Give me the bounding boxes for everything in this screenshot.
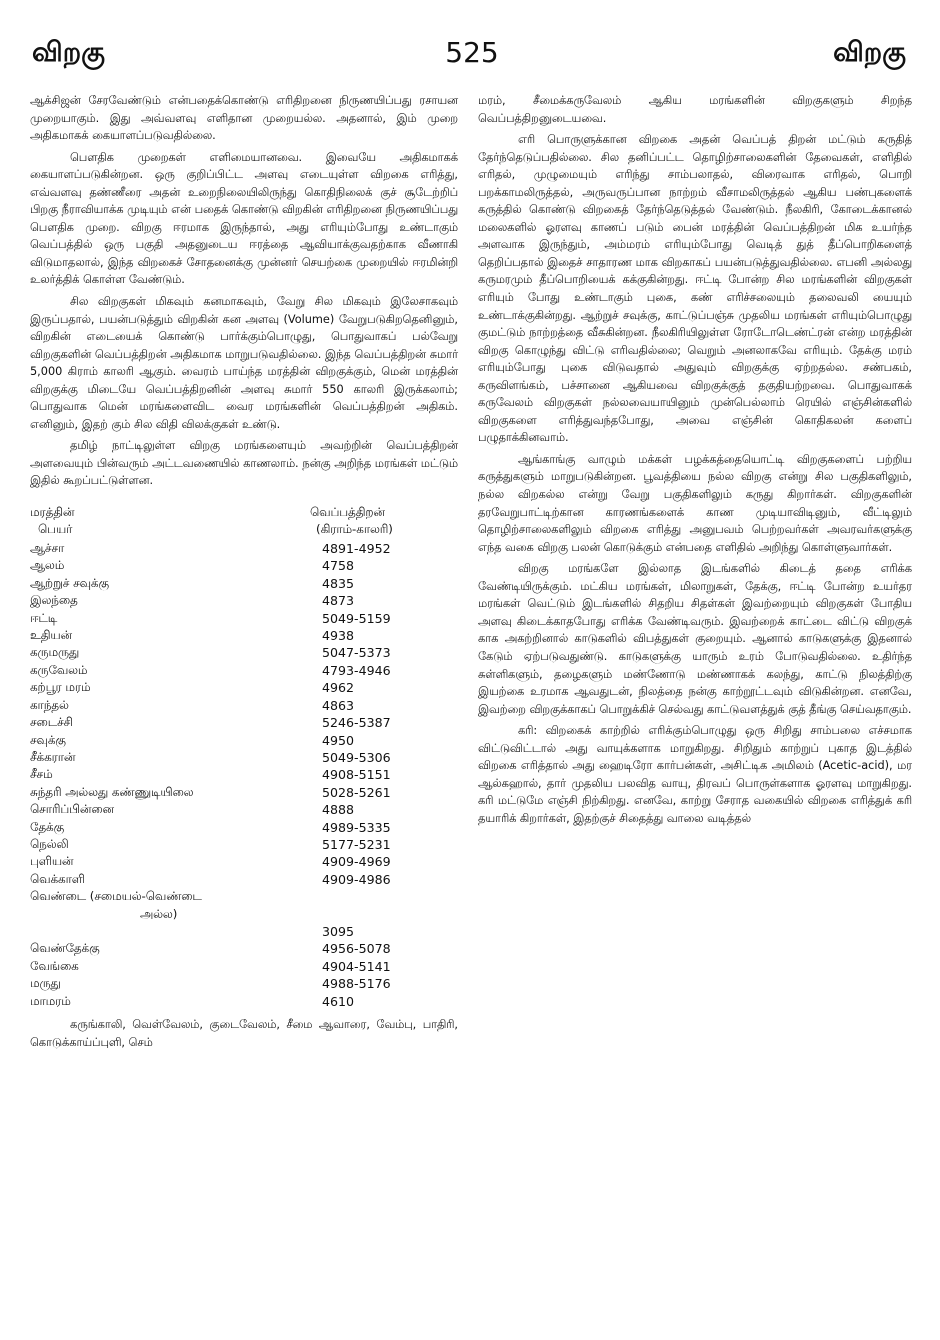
table-row [30, 644, 458, 661]
table-body [30, 940, 458, 1010]
table-cell-value: 3095 [322, 923, 355, 939]
table-cell-name: சொரிப்பின்னை [30, 802, 114, 817]
table-cell-value: 4891-4952 [322, 541, 391, 557]
table-row [30, 784, 458, 801]
table-row [30, 540, 458, 557]
table-cell-value: 4938 [322, 628, 355, 644]
paragraph: பௌதிக முறைகள் எளிமையானவை. இவையே அதிகமாகக் கையாளப்படுகின்றன. ஒரு குறிப்பிட்ட அளவு எடையுள்ள விறகை எரித்து, எவ்வளவு தண்ணீரை அதன் உறைநிலையிலிருந்து கொதிநிலைக் குச் சூடேற்றிப் பிறகு நீராவியாக்க முடியும் என் பதைக் கொண்டு விறகின் எரிதிறனை நிருணயிப்பது பௌதிக முறை. விறகு ஈரமாக இருந்தால், அது எரியும்போது உண்டாகும் வெப்பத்தில் ஒரு பகுதி அதனுடைய ஈரத்தை ஆவியாக்குவதற்காக வீணாகி விடுமாதலால், இந்த விறகைச் சோதனைக்கு முன்னர் செயற்கை முறையில் ஈரமின்றி உலர்த்திக் கொள்ள வேண்டும். [30, 150, 458, 287]
table-row [30, 888, 458, 905]
column-header-value: வெப்பத்திறன் (கிராம்-காலரி) [310, 505, 393, 537]
table-cell-name: சடைச்சி [30, 715, 73, 730]
table-cell-name: அல்ல) [140, 906, 178, 921]
table-cell-name: வெண்டை (சமையல்-வெண்டை [30, 889, 202, 904]
table-cell-name: கருவேலம் [30, 662, 88, 677]
table-cell-name: சீக்கரான் [30, 749, 76, 764]
running-head-left: விறகு [32, 37, 105, 68]
table-row [30, 975, 458, 992]
table-cell-name: புளியன் [30, 854, 74, 869]
table-row [30, 679, 458, 696]
table-cell-value: 4956-5078 [322, 941, 391, 957]
table-cell-value: 4793-4946 [322, 662, 391, 678]
paragraph: ஆக்சிஜன் சேரவேண்டும் என்பதைக்கொண்டு எரிதிறனை நிருணயிப்பது ரசாயன முறையாகும். இது அவ்வளவு எளிதான முறையல்ல. அதனால், இம் முறை அதிகமாகக் கையாளப்படுவதில்லை. [30, 94, 458, 143]
table-row [30, 714, 458, 731]
calorific-value-table [30, 504, 458, 1010]
table-cell-name: ஆற்றுச் சவுக்கு [30, 575, 109, 590]
table-cell-value: 4989-5335 [322, 819, 391, 835]
table-body [30, 540, 458, 888]
table-row [30, 610, 458, 627]
table-cell-value: 5028-5261 [322, 784, 391, 800]
table-row [30, 958, 458, 975]
table-cell-value: 4909-4986 [322, 871, 391, 887]
table-cell-name: சுந்தரி அல்லது கண்ணுடியிலை [30, 784, 194, 799]
table-cell-value: 4873 [322, 593, 355, 609]
table-row [30, 801, 458, 818]
table-cell-value: 4888 [322, 802, 355, 818]
table-cell-value: 4863 [322, 697, 355, 713]
table-cell-value: 4950 [322, 732, 355, 748]
table-row [30, 940, 458, 957]
table-row [30, 923, 458, 940]
table-cell-value: 5047-5373 [322, 645, 391, 661]
left-column [30, 92, 458, 1055]
table-cell-value: 4904-5141 [322, 958, 391, 974]
table-cell-name: சவுக்கு [30, 732, 66, 747]
table-row [30, 906, 458, 923]
table-cell-name: மருது [30, 976, 61, 991]
table-cell-value: 5246-5387 [322, 715, 391, 731]
table-cell-name: காந்தல் [30, 697, 69, 712]
paragraph: ஆங்காங்கு வாழும் மக்கள் பழக்கத்தையொட்டி விறகுகளைப் பற்றிய கருத்துகளும் மாறுபடுகின்றன. பூவத்தியை நல்ல விறகு என்று சில பகுதிகளிலும், நல்ல விறகல்ல என்று வேறு பகுதிகளிலும் கருது கிறார்கள். விறகுகளின் தரவேறுபாட்டிற்கான காரணங்களைக் காண முடியாவிடினும், வீட்டிலும் தொழிற்சாலைகளிலும் விறகை எரித்து அனுபவம் பெற்றவர்கள் அவரவர்களுக்கு எந்த வகை விறகு பலன் கொடுக்கும் என்பதை எளிதில் அறிந்து கொள்ளுவார்கள். [478, 452, 912, 554]
right-column [478, 92, 912, 831]
table-row [30, 766, 458, 783]
table-row [30, 697, 458, 714]
table-row [30, 592, 458, 609]
table-row [30, 871, 458, 888]
table-row [30, 662, 458, 679]
paragraph: எரி பொருளுக்கான விறகை அதன் வெப்பத் திறன் மட்டும் கருதித் தேர்ந்தெடுப்பதில்லை. சில தனிப்பட்ட தொழிற்சாலைகளின் தேவைகள், எளிதில் எரிதல், முழுமையும் எரிந்து சாம்பலாதல், விரைவாக எரிதல், பொறி பறக்காமலிருத்தல், அருவருப்பான நாற்றம் வீசாமலிருத்தல் ஆகிய பண்புகளைக் கருத்தில் கொண்டு விறகைத் தேர்ந்தெடுத்தல் வேண்டும். நீலகிரி, கோடைக்கானல் மலைகளில் ஓரளவு காணப் படும் பைன் மரத்தின் வெப்பத்திறன் மிக உயர்ந்த அளவாக இருந்தும், அம்மரம் எரியும்போது வெடித் துத் தீப்பொறிகளைத் தெறிப்பதால் இதைச் சாதாரண மாக விறகாகப் பயன்படுத்துவதில்லை. எபனி அல்லது கருமரமும் தீப்பொறியைக் கக்குகின்றது. ஈட்டி போன்ற சில மரங்களின் விறகுகள் எரியும் போது உண்டாகும் புகை, கண் எரிச்சலையும் தலைவலி யையும் உண்டாக்குகின்றது. ஆற்றுச் சவுக்கு, காட்டுப்பஞ்சு முதலிய மரங்கள் எரியும்பொழுது குமட்டும் நாற்றத்தை வீசுகின்றன. நீலகிரியிலுள்ள ரோடோடெண்ட்ரன் என்ற மரத்தின் விறகு கொழுந்து விட்டு எரிவதில்லை; வெறும் அனலாகவே எரியும். தேக்கு மரம் எரியும்போது புகை விடுவதால் அதுவும் விறகுக்கு ஏற்றதல்ல. சண்பகம், கருவிளங்கம், பச்சானை ஆகியவை விறகுக்குத் தகுதியற்றவை. பொதுவாகக் கருவேலம் விறகுகள் நல்லவையாயினும் முன்பெல்லாம் ரெயில் எஞ்சின்களில் விறகுகளை எரித்துவந்தபோது, அவை எஞ்சின் கொதிகலன் களைப் பழுதாக்கினவாம். [478, 133, 912, 445]
table-cell-value: 4988-5176 [322, 976, 391, 992]
running-head-right: விறகு [833, 37, 906, 68]
table-row [30, 627, 458, 644]
table-cell-name: ஆலம் [30, 558, 65, 573]
paragraph: மரம், சீமைக்கருவேலம் ஆகிய மரங்களின் விறகுகளும் சிறந்த வெப்பத்திறனுடையவை. [478, 94, 912, 125]
table-row [30, 836, 458, 853]
table-cell-name: இலந்தை [30, 593, 78, 608]
table-row [30, 993, 458, 1010]
page-number: 525 [445, 36, 499, 69]
table-cell-value: 4758 [322, 558, 355, 574]
table-header [30, 504, 458, 538]
table-row [30, 749, 458, 766]
table-row [30, 819, 458, 836]
table-cell-name: நெல்லி [30, 836, 69, 851]
table-row [30, 557, 458, 574]
paragraph: சில விறகுகள் மிகவும் கனமாகவும், வேறு சில மிகவும் இலேசாகவும் இருப்பதால், பயன்படுத்தும் விறகின் கன அளவு (Volume) வேறுபடுகிறதெனினும், விறகின் எடையைக் கொண்டு பார்க்கும்பொழுது, பொதுவாகப் பல்வேறு விறகுகளின் வெப்பத்திறன் அதிகமாக மாறுபடுவதில்லை. இந்த வெப்பத்திறன் சுமார் 5,000 கிராம் காலரி ஆகும். வைரம் பாய்ந்த மரத்தின் விறகுக்கும், மென் மரத்தின் விறகுக்கு மிடையே வெப்பத்திறனின் அளவு சுமார் 550 காலரி இருக்கலாம்; பொதுவாக மென் மரங்களைவிட வைர மரங்களின் வெப்பத்திறன் அதிகம். எனினும், இதற் கும் சில விதி விலக்குகள் உண்டு. [30, 295, 458, 431]
table-cell-name: சீசம் [30, 767, 53, 782]
paragraph: விறகு மரங்களே இல்லாத இடங்களில் கிடைத் ததை எரிக்க வேண்டியிருக்கும். மட்கிய மரங்கள், மிலாறுகள், தேக்கு, ஈட்டி போன்ற உயர்தர மரங்கள் வெட்டும் இடங்களில் சிதறிய சிதள்கள் இவற்றையும் விறகுகள் போதிய அளவு கிடைக்காதபோது எரிக்க வேண்டிவரும். இவற்றைக் காட்டை விட்டு விறகுக் காக அகற்றினால் காடுகளில் விபத்துகள் குறையும். ஆனால் காடுகளுக்கு இதனால் கேடும் ஏற்படுவதுண்டு. காடுகளுக்கு யாரும் உரம் போடுவதில்லை. உதிர்ந்த சுள்ளிகளும், தழைகளும் மண்ணோடு மண்ணாகக் கலந்து, காட்டு நிலத்திற்கு இயற்கை உரமாக ஆவதுடன், நிலத்தை நன்கு காற்றூட்டவும் விடுகின்றன. எனவே, இவற்றை விறகுக்காகப் பொறுக்கிச் செல்வது காட்டுவளத்துக் குத் தீங்கு செய்வதாகும். [478, 562, 912, 716]
table-cell-value: 5049-5306 [322, 749, 391, 765]
column-header-name: மரத்தின் பெயர் [30, 505, 75, 537]
paragraph: கருங்காலி, வெள்வேலம், குடைவேலம், சீமை ஆவாரை, வேம்பு, பாதிரி, கொடுக்காய்ப்புளி, செம் [30, 1018, 458, 1049]
table-cell-name: தேக்கு [30, 819, 65, 834]
table-cell-value: 4908-5151 [322, 767, 391, 783]
table-cell-value: 5177-5231 [322, 836, 391, 852]
paragraph: தமிழ் நாட்டிலுள்ள விறகு மரங்களையும் அவற்றின் வெப்பத்திறன் அளவையும் பின்வரும் அட்டவணையில் காணலாம். நன்கு அறிந்த மரங்கள் மட்டும் இதில் கூறப்பட்டுள்ளன. [30, 439, 458, 488]
table-cell-name: ஈட்டி [30, 610, 58, 625]
table-row [30, 575, 458, 592]
paragraph: கரி: விறகைக் காற்றில் எரிக்கும்பொழுது ஒரு சிறிது சாம்பலை எச்சமாக விட்டுவிட்டால் அது வாயுக்களாக மாறுகிறது. சிறிதும் காற்றுப் புகாத இடத்தில் விறகை எரித்தால் அது ஹைடிரோ கார்பன்கள், அசிட்டிக அமிலம் (Acetic-acid), மர ஆல்கஹால், தார் முதலிய பலவித வாயு, திரவப் பொருள்களாக ஓரளவு மாறுகிறது. கரி மட்டுமே எஞ்சி நிற்கிறது. எனவே, காற்று சேராத வகையில் விறகை எரித்துக் கரி தயாரிக் கிறார்கள், இதற்குச் சிதைத்து வாலை வடித்தல் [478, 724, 912, 825]
table-cell-value: 4962 [322, 680, 355, 696]
table-cell-value: 4909-4969 [322, 854, 391, 870]
table-cell-name: உதியன் [30, 628, 72, 643]
table-cell-name: வெக்காளி [30, 871, 85, 886]
table-cell-value: 4835 [322, 575, 355, 591]
table-row [30, 732, 458, 749]
table-cell-name: மாமரம் [30, 993, 71, 1008]
table-cell-name: வெண்தேக்கு [30, 941, 100, 956]
table-cell-value: 5049-5159 [322, 610, 391, 626]
table-cell-name: கருமருது [30, 645, 80, 660]
table-cell-name: கற்பூர மரம் [30, 680, 91, 695]
table-row [30, 853, 458, 870]
table-cell-name: வேங்கை [30, 958, 79, 973]
table-cell-name: ஆச்சா [30, 541, 65, 556]
table-cell-value: 4610 [322, 993, 355, 1009]
